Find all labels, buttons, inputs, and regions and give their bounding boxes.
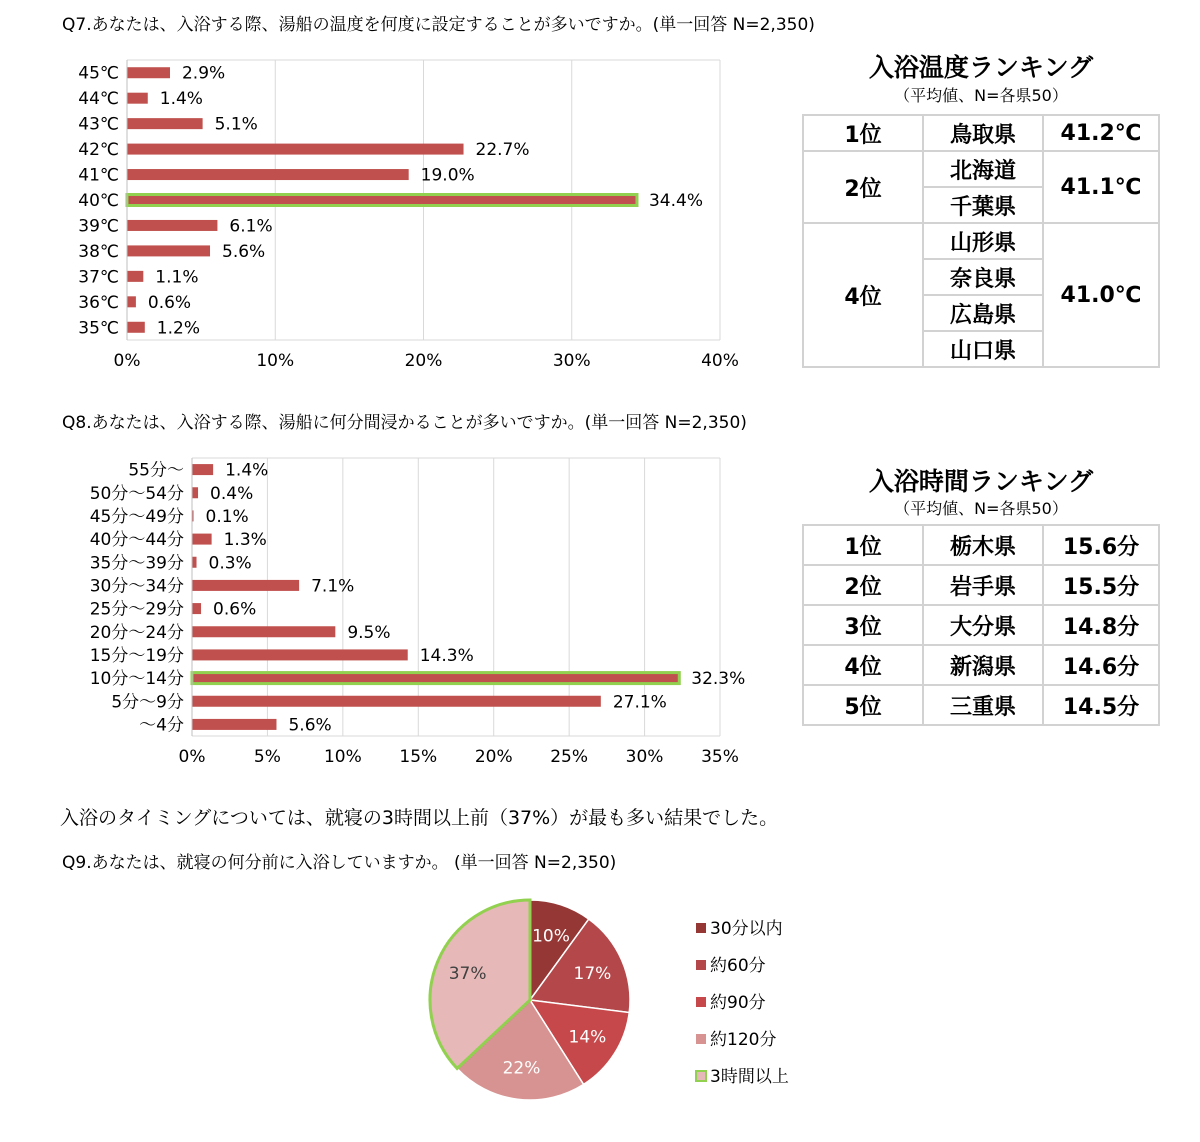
y-category-label: 39℃ [78,216,119,237]
rank-time-table [802,524,1160,726]
prefecture-cell: 広島県 [923,295,1043,331]
rank-cell: 2位 [803,151,923,223]
data-label: 0.3% [208,553,252,574]
rank-cell: 4位 [803,645,923,685]
data-label: 1.4% [225,460,269,481]
value-cell: 14.5分 [1043,685,1159,725]
x-tick-label: 30% [625,747,664,767]
pie-data-label: 22% [502,1058,541,1079]
value-cell: 15.6分 [1043,525,1159,565]
legend-swatch [696,923,706,933]
pie-data-label: 37% [448,963,487,984]
y-category-label: 45分～49分 [89,506,184,527]
bar [192,696,601,707]
bar [127,93,148,104]
pie-data-label: 10% [532,926,570,947]
prefecture-cell: 北海道 [923,151,1043,187]
data-label: 14.3% [419,645,474,666]
bar [192,557,197,568]
legend-label: 約90分 [710,993,766,1013]
y-category-label: 40℃ [78,191,119,211]
rank-cell: 5位 [803,685,923,725]
legend-label: 約120分 [710,1030,777,1050]
summary-text: 入浴のタイミングについては、就寝の3時間以上前（37%）が最も多い結果でした。 [60,807,779,829]
y-category-label: 38℃ [78,241,119,262]
highlighted-bar [127,195,637,206]
bar [127,169,409,180]
data-label: 5.6% [222,241,266,262]
prefecture-cell: 山口県 [923,331,1043,367]
q7-question: Q7.あなたは、入浴する際、湯船の温度を何度に設定することが多いですか。(単一回答 N=2,350) [62,15,815,35]
highlighted-bar [192,673,679,684]
rank-temp-table [802,114,1160,368]
y-category-label: 25分～29分 [89,599,184,620]
rank-cell: 2位 [803,565,923,605]
x-tick-label: 10% [256,351,295,371]
data-label: 1.3% [223,530,267,551]
rank-cell: 3位 [803,605,923,645]
data-label: 0.1% [205,506,249,527]
bar [192,603,201,614]
rank-time-subtitle: （平均値、N=各県50） [894,499,1068,518]
prefecture-cell: 新潟県 [923,645,1043,685]
value-cell: 14.8分 [1043,605,1159,645]
rank-cell: 4位 [803,223,923,367]
data-label: 27.1% [612,692,667,713]
pie-data-label: 17% [573,963,612,984]
prefecture-cell: 山形県 [923,223,1043,259]
y-category-label: 35℃ [78,318,119,339]
y-category-label: 36℃ [78,292,119,313]
y-category-label: 10分～14分 [89,669,184,690]
legend-label: 3時間以上 [710,1067,789,1087]
rank-time-title: 入浴時間ランキング [868,467,1094,496]
prefecture-cell: 岩手県 [923,565,1043,605]
prefecture-cell: 鳥取県 [923,115,1043,151]
rank-temp-title: 入浴温度ランキング [868,53,1094,82]
legend-swatch [696,960,706,970]
y-category-label: 35分～39分 [89,553,184,574]
data-label: 7.1% [311,576,355,597]
value-cell: 41.1℃ [1043,151,1159,223]
data-label: 1.4% [159,89,203,110]
x-tick-label: 35% [701,747,739,767]
bar [192,719,276,730]
rank-cell: 1位 [803,525,923,565]
data-label: 9.5% [347,622,391,643]
data-label: 0.6% [213,599,257,620]
bar [127,220,217,231]
x-tick-label: 0% [113,351,141,371]
y-category-label: 41℃ [78,165,119,186]
bar [127,144,464,155]
y-category-label: 15分～19分 [89,645,184,666]
prefecture-cell: 奈良県 [923,259,1043,295]
bar [192,580,299,591]
y-category-label: 43℃ [78,114,119,135]
bar [192,649,408,660]
x-tick-label: 0% [178,747,206,767]
legend-swatch [696,997,706,1007]
value-cell: 15.5分 [1043,565,1159,605]
y-category-label: 30分～34分 [89,576,184,597]
q9-pie-chart [400,880,880,1120]
legend-swatch [696,1071,706,1081]
bar [127,322,145,333]
data-label: 1.1% [155,267,199,288]
data-label: 0.4% [210,483,254,504]
data-label: 1.2% [156,318,200,339]
y-category-label: 45℃ [78,63,119,84]
bar [127,67,170,78]
x-tick-label: 20% [474,747,513,767]
bar [192,626,335,637]
data-label: 32.3% [691,669,746,690]
legend-label: 約60分 [710,956,766,976]
prefecture-cell: 三重県 [923,685,1043,725]
y-category-label: 37℃ [78,267,119,288]
y-category-label: 5分～9分 [111,692,184,713]
bar [127,118,203,129]
value-cell: 41.0℃ [1043,223,1159,367]
x-tick-label: 10% [323,747,362,767]
bar [127,271,143,282]
prefecture-cell: 千葉県 [923,187,1043,223]
bar [192,464,213,475]
legend-swatch [696,1034,706,1044]
rank-temp-subtitle: （平均値、N=各県50） [894,86,1068,105]
x-tick-label: 20% [404,351,443,371]
data-label: 0.6% [147,292,192,313]
x-tick-label: 5% [253,747,281,767]
y-category-label: 50分～54分 [89,483,184,504]
q8-bar-chart [55,448,755,778]
q7-bar-chart [55,50,755,380]
y-category-label: 40分～44分 [89,530,184,551]
y-category-label: ～4分 [139,715,184,736]
prefecture-cell: 栃木県 [923,525,1043,565]
x-tick-label: 40% [701,351,739,371]
x-tick-label: 30% [552,351,591,371]
data-label: 6.1% [229,216,273,237]
pie-data-label: 14% [568,1027,607,1048]
bar [127,245,210,256]
legend-label: 30分以内 [710,919,783,939]
data-label: 19.0% [420,165,475,186]
q8-question: Q8.あなたは、入浴する際、湯船に何分間浸かることが多いですか。(単一回答 N=2,350) [62,413,747,433]
bar [192,487,198,498]
y-category-label: 44℃ [78,89,119,110]
data-label: 34.4% [648,191,703,211]
y-category-label: 20分～24分 [89,622,184,643]
data-label: 5.6% [288,715,332,736]
value-cell: 41.2℃ [1043,115,1159,151]
data-label: 2.9% [181,63,226,84]
x-tick-label: 15% [399,747,438,767]
data-label: 22.7% [475,140,530,161]
bar [127,296,136,307]
bar [192,534,212,545]
q9-question: Q9.あなたは、就寝の何分前に入浴していますか。 (単一回答 N=2,350) [62,853,617,873]
prefecture-cell: 大分県 [923,605,1043,645]
y-category-label: 42℃ [78,140,119,161]
x-tick-label: 25% [550,747,589,767]
value-cell: 14.6分 [1043,645,1159,685]
data-label: 5.1% [214,114,258,135]
rank-cell: 1位 [803,115,923,151]
y-category-label: 55分～ [128,460,184,481]
